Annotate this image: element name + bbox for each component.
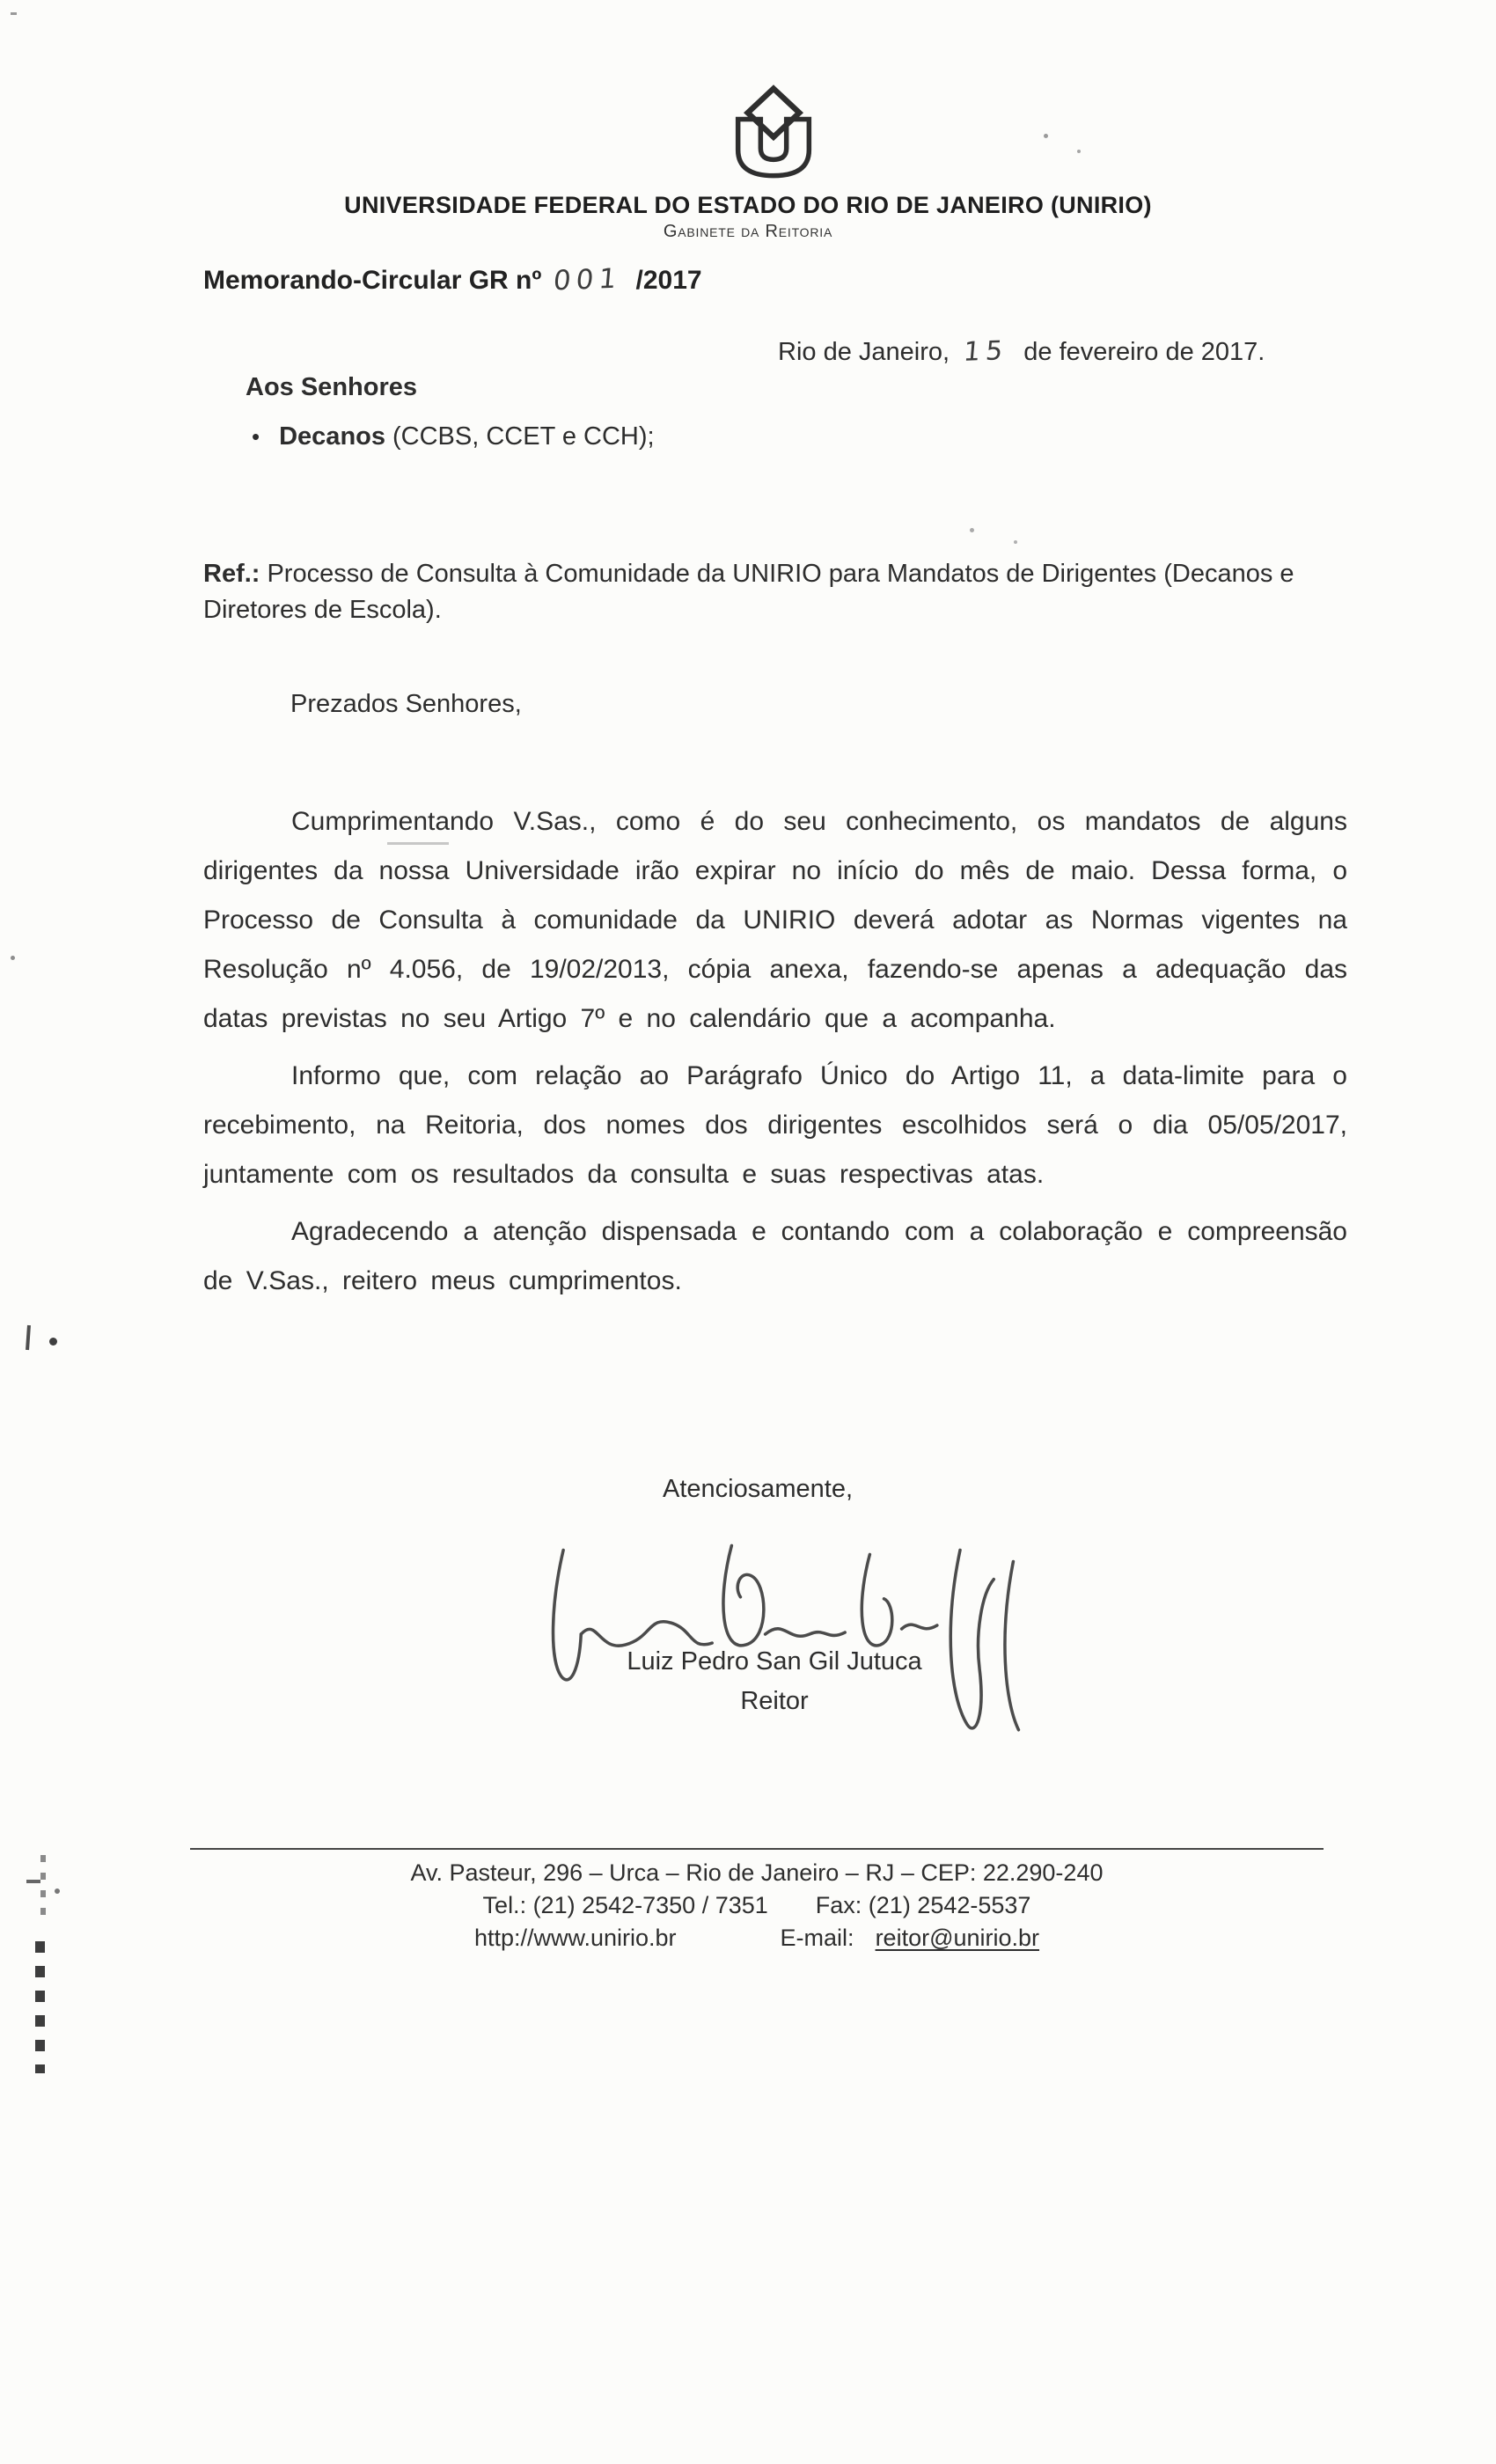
footer-contact-line (190, 1889, 1324, 1922)
footer-web-line (190, 1922, 1324, 1954)
scan-artifact (40, 1855, 46, 1922)
scan-artifact (11, 956, 15, 960)
scan-artifact (1014, 540, 1017, 544)
footer-fax: Fax: (21) 2542-5537 (815, 1892, 1031, 1918)
footer-address: Av. Pasteur, 296 – Urca – Rio de Janeiro – RJ – CEP: 22.290-240 (410, 1859, 1104, 1886)
footer (190, 1857, 1324, 1954)
addressee-name: Decanos (279, 422, 385, 451)
body-paragraph: Cumprimentando V.Sas., como é do seu conhecimento, os mandatos de alguns dirigentes da nossa Universidade irão expirar no início do mês de maio. Dessa forma, o Processo de Consulta à comunidade da UNIRIO deverá adotar as Normas vigentes na Resolução nº 4.056, de 19/02/2013, cópia anexa, fazendo-se apenas a adequação das datas previstas no seu Artigo 7º e no calendário que a acompanha. (203, 807, 1347, 1033)
logo-u-icon (738, 120, 810, 176)
memo-number-suffix: /2017 (635, 266, 702, 295)
scan-artifact (55, 1888, 60, 1894)
dateline-day-handwritten: 15 (962, 335, 1009, 368)
dateline-city: Rio de Janeiro, (778, 338, 950, 366)
footer-website: http://www.unirio.br (473, 1925, 677, 1951)
scan-artifact (387, 842, 449, 845)
signatory-name: Luiz Pedro San Gil Jutuca (627, 1647, 922, 1676)
addressees-heading: Aos Senhores (246, 373, 417, 401)
memo-number-line (203, 264, 702, 296)
memo-number-prefix: Memorando-Circular GR nº (203, 266, 542, 295)
unirio-logo (725, 84, 822, 183)
university-name: UNIVERSIDADE FEDERAL DO ESTADO DO RIO DE JANEIRO (UNIRIO) (344, 192, 1152, 218)
memo-number-handwritten: 001 (552, 262, 624, 297)
reference-label: Ref.: (203, 560, 260, 588)
logo-diamond-icon (748, 89, 800, 137)
scan-artifact (1077, 150, 1081, 153)
reference-text: Processo de Consulta à Comunidade da UNIRIO para Mandatos de Dirigentes (Decanos e Diretores de Escola). (203, 560, 1294, 624)
scan-artifact (26, 1880, 40, 1883)
salutation: Prezados Senhores, (290, 690, 522, 718)
reference-line (203, 556, 1358, 628)
dateline (778, 336, 1265, 367)
scan-artifact (11, 12, 17, 15)
scan-artifact (26, 1325, 31, 1350)
addressee-detail: (CCBS, CCET e CCH); (392, 422, 655, 451)
scan-artifact (1044, 134, 1048, 138)
body-paragraph: Agradecendo a atenção dispensada e contando com a colaboração e compreensão de V.Sas., reitero meus cumprimentos. (203, 1217, 1347, 1295)
footer-email: reitor@unirio.br (875, 1925, 1040, 1951)
scan-artifact (49, 1338, 57, 1346)
scan-artifact (970, 528, 974, 532)
closing-line: Atenciosamente, (663, 1475, 854, 1503)
body-paragraph: Informo que, com relação ao Parágrafo Único do Artigo 11, a data-limite para o recebimento, na Reitoria, dos nomes dos dirigentes escolhidos será o dia 05/05/2017, juntamente com os resultados da consulta e suas respectivas atas. (203, 1061, 1347, 1189)
letter-body (203, 797, 1347, 1314)
signatory-title: Reitor (740, 1687, 809, 1715)
scan-artifact (35, 1941, 45, 2073)
dateline-rest: de fevereiro de 2017. (1023, 338, 1265, 366)
bullet-marker: • (252, 423, 260, 450)
office-name: Gabinete da Reitoria (663, 222, 833, 241)
footer-rule (190, 1848, 1324, 1850)
signature-block (493, 1642, 1056, 1721)
footer-email-label: E-mail: (780, 1925, 854, 1951)
addressee-item (252, 422, 655, 451)
footer-phone: Tel.: (21) 2542-7350 / 7351 (482, 1892, 768, 1918)
